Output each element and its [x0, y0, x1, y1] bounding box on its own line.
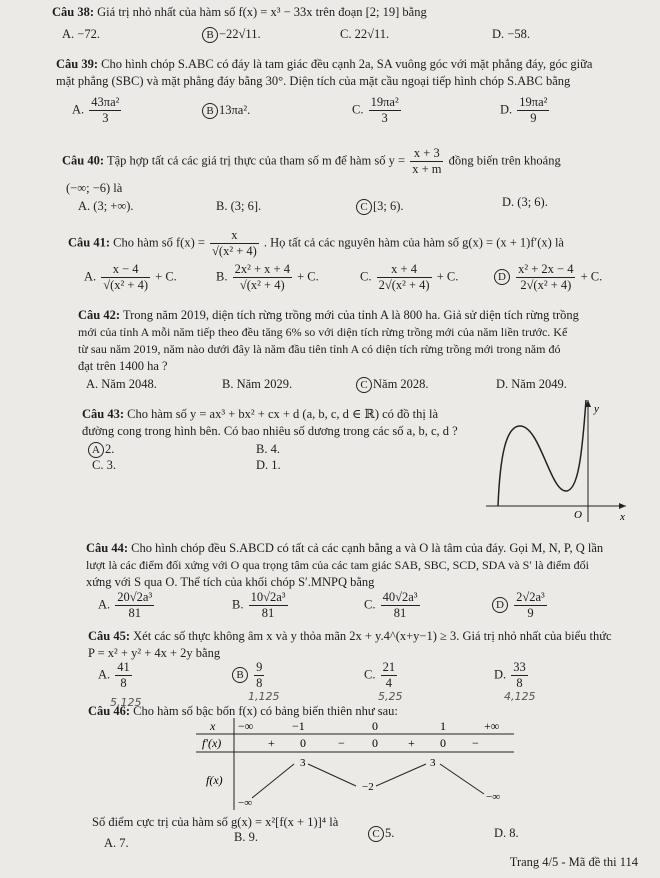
q40-stem	[62, 146, 561, 177]
q41-stem	[68, 228, 564, 259]
q38-text: Giá trị nhỏ nhất của hàm số f(x) = x³ − 33x trên đoạn [2; 19] bằng	[97, 5, 427, 19]
q44-option-b-label: B.	[232, 597, 244, 612]
q39-option-d-label: D.	[500, 102, 513, 117]
q41-num: x	[210, 228, 259, 244]
q41-b-den: √(x² + 4)	[239, 278, 285, 292]
q39-option-b[interactable]: B 13πa².	[202, 103, 250, 119]
q44-line2: lượt là các điểm đối xứng với O qua trọng tâm của các tam giác SAB, SBC, SCD, SDA và S′ là điểm đối	[86, 558, 589, 572]
q40-den: x + m	[412, 162, 442, 176]
q41-option-d[interactable]: D $\frac{\text{x² + 2x − 4}}{\text{2√(x² + 4)}}$ + C.	[494, 262, 602, 293]
q39-line1	[56, 56, 592, 73]
f-min: −2	[362, 781, 374, 793]
q38-label: Câu 38:	[52, 5, 95, 19]
q41-b-plus-c: + C.	[297, 269, 319, 284]
q43-label: Câu 43:	[82, 407, 125, 421]
q41-a-den: √(x² + 4)	[103, 278, 149, 292]
fp-sign-4: −	[472, 736, 479, 750]
x-label: x	[620, 511, 625, 523]
q41-d-num: x² + 2x − 4	[518, 262, 574, 276]
q41-option-b-label: B.	[216, 269, 228, 284]
q44-c-num: 40√2a³	[382, 590, 418, 604]
q45-option-c[interactable]	[364, 660, 399, 691]
q43-option-b[interactable]: B. 4.	[256, 442, 280, 456]
handwritten-note-b: 1,125	[248, 690, 280, 703]
x-plus-inf: +∞	[484, 719, 500, 733]
q45-d-den: 8	[516, 676, 523, 690]
q44-d-num: 2√2a³	[516, 590, 545, 604]
q39-a-num: 43πa²	[91, 95, 120, 109]
q44-option-a[interactable]	[98, 590, 156, 621]
q44-option-c-label: C.	[364, 597, 376, 612]
q41-option-a-label: A.	[84, 269, 97, 284]
q42-option-c[interactable]: C Năm 2028.	[356, 377, 429, 393]
q39-option-b-text: 13πa².	[219, 103, 251, 117]
fp-row-label: f′(x)	[202, 736, 222, 750]
x-minus-inf: −∞	[238, 719, 254, 733]
q39-c-den: 3	[381, 111, 388, 125]
q46-label: Câu 46:	[88, 704, 131, 718]
x-axis-arrow	[619, 503, 626, 509]
q41-label: Câu 41:	[68, 235, 111, 250]
q39-d-den: 9	[530, 111, 537, 125]
q41-option-a[interactable]	[84, 262, 177, 293]
q45-b-den: 8	[256, 676, 263, 690]
x-row-label: x	[210, 719, 216, 733]
q41-c-plus-c: + C.	[436, 269, 459, 284]
q41-a-num: x − 4	[101, 262, 150, 278]
q38-option-b-text: −22√11.	[219, 27, 261, 41]
q39-c-num: 19πa²	[370, 95, 399, 109]
fp-zero-3: 0	[440, 736, 446, 750]
f-row-label: f(x)	[206, 773, 223, 787]
q42-option-b[interactable]: B. Năm 2029.	[222, 377, 293, 391]
q45-option-a[interactable]	[98, 660, 134, 691]
q44-line1	[86, 540, 603, 557]
q45-line2: P = x² + y² + 4x + 2y bằng	[88, 646, 221, 660]
fp-sign-3: +	[408, 736, 415, 750]
q42-line4: đạt trên 1400 ha ?	[78, 359, 168, 373]
q38-option-a[interactable]: A. −72.	[62, 27, 100, 41]
q39-option-d[interactable]	[500, 95, 551, 126]
q45-b-num: 9	[256, 660, 263, 674]
q45-c-den: 4	[385, 676, 392, 690]
q44-label: Câu 44:	[86, 541, 129, 555]
q44-text: Cho hình chóp đều S.ABCD có tất cả các cạnh bằng a và O là tâm của đáy. Gọi M, N, P, Q lần	[131, 541, 604, 555]
q45-text: Xét các số thực không âm x và y thỏa mãn 2x + y.4^(x+y−1) ≥ 3. Giá trị nhỏ nhất của biểu thức	[133, 629, 612, 643]
arrow-up-1	[252, 764, 294, 798]
q46-option-c-text: 5.	[385, 826, 395, 840]
q44-a-den: 81	[128, 606, 141, 620]
q43-text: Cho hàm số y = ax³ + bx² + cx + d (a, b, c, d ∈ ℝ) có đồ thị là	[127, 407, 438, 421]
q38-option-c[interactable]: C. 22√11.	[340, 27, 390, 41]
q43-line1	[82, 406, 438, 423]
q38-stem	[52, 4, 427, 21]
q44-d-den: 9	[527, 606, 534, 620]
q43-option-c[interactable]: C. 3.	[92, 458, 116, 472]
x-zero: 0	[372, 719, 378, 733]
q40-label: Câu 40:	[62, 153, 105, 168]
q41-den: √(x² + 4)	[212, 244, 257, 258]
q39-label: Câu 39:	[56, 57, 99, 71]
q45-a-num: 41	[117, 660, 130, 674]
q42-text: Trong năm 2019, diện tích rừng trồng mới của tỉnh A là 800 ha. Giả sử diện tích rừng trồng	[122, 308, 579, 322]
f-max-2: 3	[430, 757, 436, 769]
q39-option-c[interactable]	[352, 95, 403, 126]
fp-zero-1: 0	[300, 736, 306, 750]
q40-text: Tập hợp tất cả các giá trị thực của tham số m để hàm số y =	[106, 153, 406, 168]
q42-line1	[78, 307, 579, 324]
q40-option-c[interactable]: C [3; 6).	[356, 199, 404, 215]
origin-label: O	[574, 509, 582, 521]
q39-text: Cho hình chóp S.ABC có đáy là tam giác đều cạnh 2a, SA vuông góc với mặt phẳng đáy, góc giữa	[101, 57, 593, 71]
q39-d-num: 19πa²	[519, 95, 548, 109]
page-footer: Trang 4/5 - Mã đề thi 114	[509, 855, 638, 869]
fp-sign-1: +	[268, 736, 275, 750]
q40-option-c-text: [3; 6).	[373, 199, 404, 213]
f-right-inf: −∞	[486, 791, 501, 803]
q46-option-a[interactable]: A. 7.	[104, 836, 129, 850]
x-minus-one: −1	[292, 719, 305, 733]
q41-option-b[interactable]	[216, 262, 319, 293]
q41-a-plus-c: + C.	[155, 269, 177, 284]
q44-option-a-label: A.	[98, 597, 111, 612]
q41-tail: . Họ tất cả các nguyên hàm của hàm số g(x) = (x + 1)f′(x) là	[263, 235, 564, 250]
cubic-curve	[498, 400, 586, 506]
q39-option-a-label: A.	[72, 102, 85, 117]
q46-option-c[interactable]: C 5.	[368, 826, 394, 842]
q40-line2: (−∞; −6) là	[66, 181, 123, 195]
arrow-down-1	[308, 764, 356, 786]
q45-a-den: 8	[120, 676, 127, 690]
q46-text: Cho hàm số bậc bốn f(x) có bảng biến thiên như sau:	[133, 704, 398, 718]
q38-option-b[interactable]: B −22√11.	[202, 27, 261, 43]
q38-option-d[interactable]: D. −58.	[492, 27, 530, 41]
q44-c-den: 81	[393, 606, 407, 620]
q46-option-d[interactable]: D. 8.	[494, 826, 519, 840]
q46-question: Số điểm cực trị của hàm số g(x) = x²[f(x + 1)]⁴ là	[92, 815, 339, 829]
q40-option-b[interactable]: B. (3; 6].	[216, 199, 262, 213]
q45-option-a-label: A.	[98, 667, 111, 682]
x-one: 1	[440, 719, 446, 733]
q45-option-d-label: D.	[494, 667, 507, 682]
q42-line3: từ sau năm 2019, năm nào dưới đây là năm đầu tiên tỉnh A có diện tích rừng trồng mới trong năm đó	[78, 342, 561, 356]
q45-c-num: 21	[382, 660, 396, 674]
q45-line1	[88, 628, 612, 645]
f-left-inf: −∞	[238, 797, 253, 809]
q40-num: x + 3	[410, 146, 443, 162]
handwritten-note-d: 4,125	[504, 690, 536, 703]
q42-label: Câu 42:	[78, 308, 121, 322]
q43-option-d[interactable]: D. 1.	[256, 458, 281, 472]
q39-option-a[interactable]	[72, 95, 123, 126]
q44-b-num: 10√2a³	[250, 590, 286, 604]
arrow-down-2	[440, 764, 484, 794]
q39-a-den: 3	[102, 111, 109, 125]
q42-line2: mới của tỉnh A mỗi năm tiếp theo đều tăng 6% so với diện tích rừng trồng mới của năm liền trước. Kể	[78, 325, 568, 339]
q42-option-a[interactable]: A. Năm 2048.	[86, 377, 157, 391]
q42-option-d[interactable]: D. Năm 2049.	[496, 377, 567, 391]
arrow-up-2	[376, 764, 426, 786]
q41-d-plus-c: + C.	[580, 269, 603, 284]
q45-label: Câu 45:	[88, 629, 131, 643]
q39-option-c-label: C.	[352, 102, 364, 117]
q45-option-c-label: C.	[364, 667, 376, 682]
handwritten-note-a: 5,125	[110, 696, 142, 709]
q44-option-c[interactable]	[364, 590, 422, 621]
q40-tail: đồng biến trên khoảng	[448, 153, 561, 168]
q44-option-d[interactable]: D $\frac{\text{2√2a³}}{9}$	[492, 590, 549, 621]
q41-c-den: 2√(x² + 4)	[378, 278, 430, 292]
q39-line2: mặt phẳng (SBC) và mặt phẳng đáy bằng 30°. Diện tích của mặt cầu ngoại tiếp hình chóp S.ABC bằng	[56, 74, 571, 88]
variation-table	[196, 718, 516, 810]
q41-text: Cho hàm số f(x) =	[113, 235, 205, 250]
q44-b-den: 81	[261, 606, 275, 620]
q45-d-num: 33	[513, 660, 526, 674]
q41-option-c[interactable]	[360, 262, 458, 293]
q44-a-num: 20√2a³	[117, 590, 153, 604]
q45-option-b[interactable]: B $\frac{9}{8}$	[232, 660, 266, 691]
q42-option-c-text: Năm 2028.	[373, 377, 429, 391]
q41-c-num: x + 4	[377, 262, 432, 278]
q43-line2: đường cong trong hình bên. Có bao nhiêu số dương trong các số a, b, c, d ?	[82, 424, 458, 438]
q41-d-den: 2√(x² + 4)	[520, 278, 572, 292]
q43-option-a[interactable]: A 2.	[88, 442, 114, 458]
q46-option-b[interactable]: B. 9.	[234, 830, 258, 844]
q43-option-a-text: 2.	[105, 442, 115, 456]
q44-line3: xứng với S qua O. Thể tích của khối chóp S′.MNPQ bằng	[86, 575, 375, 589]
q40-option-a[interactable]: A. (3; +∞).	[78, 199, 134, 213]
fp-zero-2: 0	[372, 736, 378, 750]
q43-graph	[480, 396, 630, 526]
q40-option-d[interactable]: D. (3; 6).	[502, 195, 548, 209]
q41-b-num: 2x² + x + 4	[234, 262, 290, 276]
handwritten-note-c: 5,25	[378, 690, 403, 703]
q44-option-b[interactable]	[232, 590, 290, 621]
fp-sign-2: −	[338, 736, 345, 750]
q41-option-c-label: C.	[360, 269, 372, 284]
f-max-1: 3	[300, 757, 306, 769]
q45-option-d[interactable]	[494, 660, 530, 691]
y-label: y	[594, 403, 599, 415]
